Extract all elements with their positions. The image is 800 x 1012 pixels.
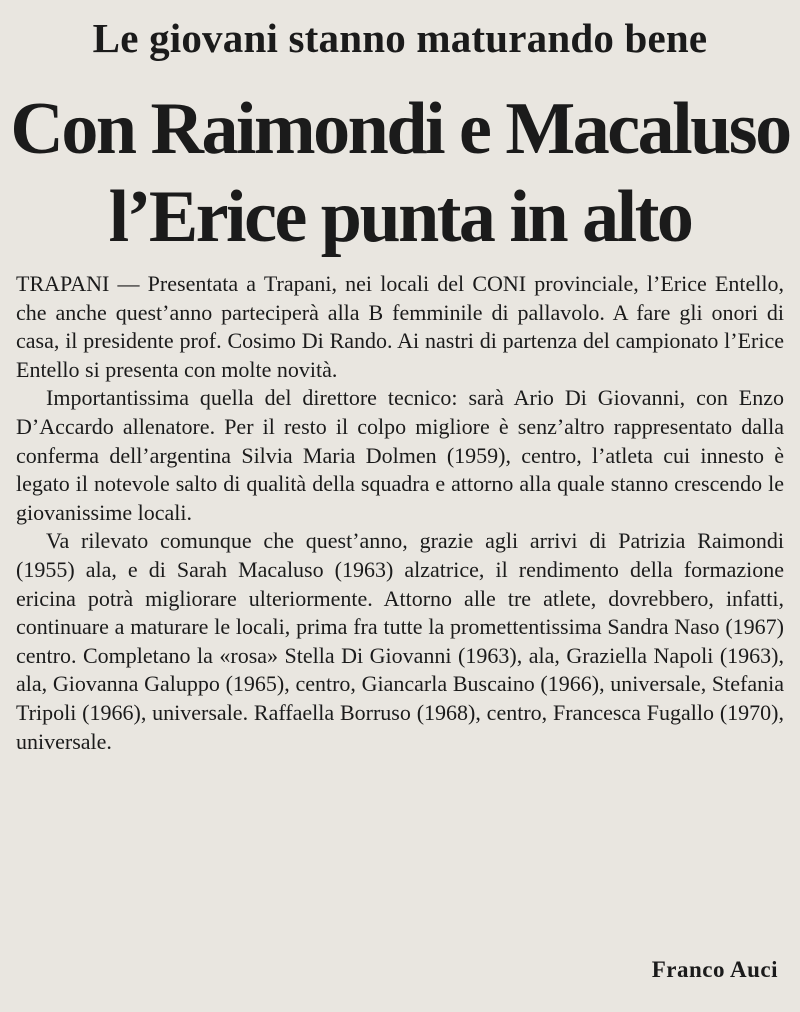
article-paragraph-3: Va rilevato comunque che quest’anno, grazie agli arrivi di Patrizia Raimondi (1955) ala, e di Sarah Macaluso (1963) alzatrice, il rendimento della formazione ericina potrà migliorare ulteriormente. Attorno alle tre atlete, dovrebbero, infatti, continuare a maturare le locali, prima fra tutte la promettentissima Sandra Naso (1967) centro. Completano la «rosa» Stella Di Giovanni (1963), ala, Graziella Napoli (1963), ala, Giovanna Galuppo (1965), centro, Giancarla Buscaino (1966), universale, Stefania Tripoli (1966), universale. Raffaella Borruso (1968), centro, Francesca Fugallo (1970), universale. <box>16 528 784 754</box>
headline-line-1: Con Raimondi e Macaluso <box>10 88 790 170</box>
article-byline: Franco Auci <box>651 957 778 982</box>
article-kicker: Le giovani stanno maturando bene <box>92 15 708 61</box>
article-paragraph-1: TRAPANI — Presentata a Trapani, nei locali del CONI provinciale, l’Erice Entello, che anche quest’anno parteciperà alla B femminile di pallavolo. A fare gli onori di casa, il presidente prof. Cosimo Di Rando. Ai nastri di partenza del campionato l’Erice Entello si presenta con molte novità. <box>16 271 784 382</box>
article-paragraph-2: Importantissima quella del direttore tecnico: sarà Ario Di Giovanni, con Enzo D’Accardo allenatore. Per il resto il colpo migliore è senz’altro rappresentato dalla conferma dell’argentina Silvia Maria Dolmen (1959), centro, l’atleta cui innesto è legato il notevole salto di qualità della squadra e attorno alla quale stanno crescendo le giovanissime locali. <box>16 385 784 525</box>
article-body <box>16 270 784 756</box>
headline-line-2: l’Erice punta in alto <box>108 176 692 258</box>
